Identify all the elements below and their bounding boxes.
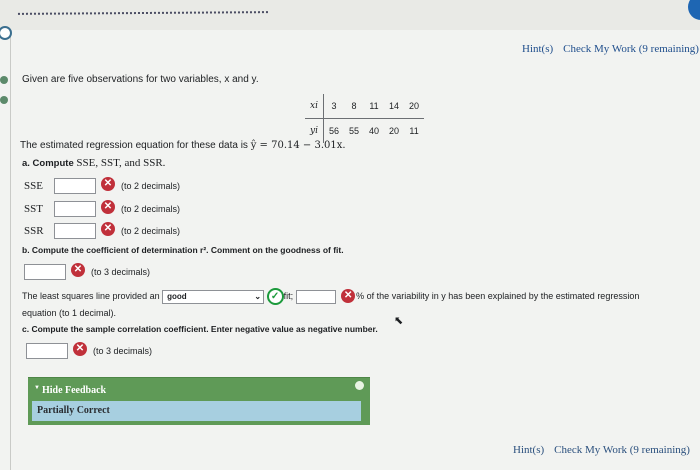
hint-toolbar-bottom — [513, 444, 690, 456]
hint-toolbar-top — [522, 43, 699, 55]
y-cell: 11 — [409, 126, 419, 136]
caret-icon: ▼ — [34, 385, 40, 391]
part-c-prompt: c. Compute the sample correlation coefficient. Enter negative value as negative number. — [22, 324, 378, 334]
ssr-label: SSR — [24, 225, 44, 237]
y-cell: 56 — [328, 126, 339, 136]
equation-text: The estimated regression equation for these data is — [20, 140, 248, 151]
lsq-after: % of the variability in y has been explained by the estimated regression — [356, 291, 640, 301]
sst-label: SST — [24, 203, 43, 215]
x-cell: 8 — [344, 94, 364, 119]
incorrect-x-icon: ✕ — [73, 342, 87, 356]
sst-hint: (to 2 decimals) — [121, 204, 181, 214]
y-header: yi — [305, 119, 323, 144]
x-cell: 3 — [323, 94, 344, 119]
part-a-label: a. Compute — [22, 158, 74, 169]
hints-link[interactable]: Hint(s) — [522, 43, 554, 55]
incorrect-x-icon: ✕ — [101, 222, 115, 236]
sst-input[interactable] — [54, 201, 96, 217]
percent-input[interactable] — [296, 290, 336, 304]
regression-equation — [20, 140, 346, 151]
question-intro: Given are five observations for two variables, x and y. — [22, 74, 259, 85]
r2-input[interactable] — [24, 264, 66, 280]
part-a-prompt — [22, 157, 165, 169]
correct-check-icon: ✓ — [267, 288, 284, 305]
sse-label: SSE — [24, 180, 43, 192]
lsq-before: The least squares line provided an — [22, 291, 160, 301]
hide-feedback-toggle[interactable] — [34, 385, 106, 396]
ssr-input[interactable] — [54, 223, 96, 239]
left-rule — [10, 34, 11, 470]
equation-math: ŷ = 70.14 − 3.01x. — [250, 140, 346, 151]
feedback-status: Partially Correct — [32, 401, 361, 421]
observations-table — [305, 94, 424, 143]
feedback-dot-icon — [355, 381, 364, 390]
nav-dot-icon[interactable] — [0, 76, 8, 84]
incorrect-x-icon: ✕ — [341, 289, 355, 303]
hide-feedback-label: Hide Feedback — [41, 385, 107, 396]
hints-link[interactable]: Hint(s) — [513, 444, 545, 456]
check-my-work-link[interactable]: Check My Work (9 remaining) — [563, 43, 699, 55]
r-row — [26, 343, 152, 359]
mouse-cursor-icon: ⬉ — [394, 315, 404, 327]
sse-input[interactable] — [54, 178, 96, 194]
r-hint: (to 3 decimals) — [93, 346, 153, 356]
feedback-panel — [28, 377, 370, 425]
incorrect-x-icon: ✕ — [101, 200, 115, 214]
top-band — [0, 0, 700, 30]
sse-row — [24, 178, 180, 194]
part-a-math: SSE, SST, and SSR. — [76, 157, 166, 169]
incorrect-x-icon: ✕ — [71, 263, 85, 277]
y-cell: 20 — [389, 126, 400, 136]
chevron-down-icon: ⌄ — [254, 291, 262, 301]
r2-hint: (to 3 decimals) — [91, 267, 151, 277]
r2-row — [24, 264, 150, 280]
r-input[interactable] — [26, 343, 68, 359]
goodness-of-fit-sentence — [22, 288, 692, 321]
part-b-prompt: b. Compute the coefficient of determination r². Comment on the goodness of fit. — [22, 245, 344, 255]
lsq-end: equation (to 1 decimal). — [22, 308, 117, 319]
x-cell: 14 — [384, 94, 404, 119]
x-cell: 20 — [404, 94, 424, 119]
x-header: xi — [305, 94, 323, 119]
header-scribble — [18, 11, 268, 21]
x-cell: 11 — [364, 94, 384, 119]
fit-after: fit; — [283, 291, 294, 301]
check-my-work-link[interactable]: Check My Work (9 remaining) — [554, 444, 690, 456]
nav-dot-icon[interactable] — [0, 96, 8, 104]
edge-button-icon[interactable] — [688, 0, 700, 20]
table-row — [305, 94, 424, 119]
sse-hint: (to 2 decimals) — [121, 181, 181, 191]
ssr-row — [24, 223, 180, 239]
fit-selected: good — [167, 291, 187, 301]
sst-row — [24, 201, 180, 217]
ssr-hint: (to 2 decimals) — [121, 226, 181, 236]
incorrect-x-icon: ✕ — [101, 177, 115, 191]
fit-dropdown[interactable] — [162, 290, 264, 304]
y-cell: 55 — [348, 126, 359, 136]
y-cell: 40 — [369, 126, 380, 136]
